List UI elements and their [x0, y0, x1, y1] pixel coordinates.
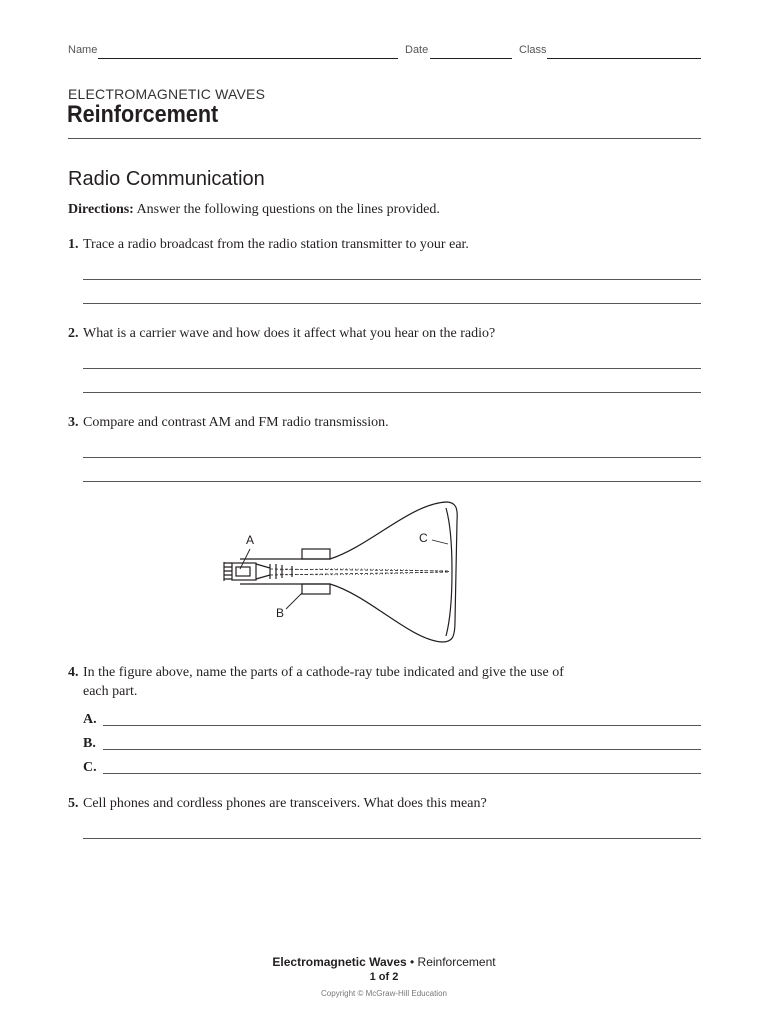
answer-line-1a[interactable]	[83, 279, 701, 280]
footer-separator: •	[406, 955, 418, 969]
question-text: In the figure above, name the parts of a cathode-ray tube indicated and give the use of each part.	[83, 665, 564, 699]
answer-line-1b[interactable]	[83, 303, 701, 304]
leader-b	[286, 593, 302, 609]
answer-line-2b[interactable]	[83, 392, 701, 393]
cathode	[236, 567, 250, 576]
question-number: 1.	[68, 237, 79, 252]
student-info-header	[68, 44, 701, 62]
question-4	[68, 663, 588, 701]
question-number: 2.	[68, 326, 79, 341]
answer-line-2a[interactable]	[83, 368, 701, 369]
question-text: Cell phones and cordless phones are transceivers. What does this mean?	[83, 796, 487, 811]
directions-label: Directions:	[68, 202, 134, 217]
section-title: Radio Communication	[68, 168, 265, 190]
name-field[interactable]	[98, 58, 398, 59]
page-title: Reinforcement	[67, 101, 219, 128]
cathode-ray-tube-figure	[210, 496, 470, 646]
question-1	[68, 235, 628, 254]
leader-c	[432, 540, 448, 544]
footer-type: Reinforcement	[417, 955, 496, 969]
class-label: Class	[519, 44, 547, 56]
coil-bottom	[302, 584, 330, 594]
answer-line-3b[interactable]	[83, 481, 701, 482]
footer-title	[0, 955, 768, 969]
question-2	[68, 324, 628, 343]
question-text: Compare and contrast AM and FM radio transmission.	[83, 415, 389, 430]
answer-line-3a[interactable]	[83, 457, 701, 458]
title-divider	[68, 138, 701, 139]
answer-line-4b[interactable]	[103, 749, 701, 750]
directions	[68, 202, 440, 218]
name-label: Name	[68, 44, 98, 56]
coil-top	[302, 549, 330, 559]
figure-label-b: B	[276, 606, 285, 620]
question-number: 3.	[68, 415, 79, 430]
question-3	[68, 413, 628, 432]
gun-pins	[224, 563, 232, 579]
part-b-label: B.	[83, 736, 96, 751]
answer-line-5a[interactable]	[83, 838, 701, 839]
part-c-label: C.	[83, 760, 97, 775]
question-5	[68, 794, 628, 813]
unit-title: ELECTROMAGNETIC WAVES	[68, 86, 266, 102]
electron-beam	[270, 569, 450, 575]
answer-line-4c[interactable]	[103, 773, 701, 774]
part-a-label: A.	[83, 712, 97, 727]
question-number: 5.	[68, 796, 79, 811]
page-number: 1 of 2	[369, 971, 399, 983]
directions-text: Answer the following questions on the lines provided.	[133, 202, 440, 217]
question-text: What is a carrier wave and how does it affect what you hear on the radio?	[83, 326, 496, 341]
copyright: Copyright © McGraw-Hill Education	[321, 989, 447, 998]
answer-line-4a[interactable]	[103, 725, 701, 726]
class-field[interactable]	[547, 58, 701, 59]
footer-unit: Electromagnetic Waves	[272, 955, 407, 969]
question-text: Trace a radio broadcast from the radio station transmitter to your ear.	[83, 237, 469, 252]
question-number: 4.	[68, 665, 79, 680]
anodes	[256, 564, 292, 579]
date-field[interactable]	[430, 58, 512, 59]
figure-label-a: A	[246, 533, 255, 547]
figure-label-c: C	[419, 531, 428, 545]
date-label: Date	[405, 44, 429, 56]
